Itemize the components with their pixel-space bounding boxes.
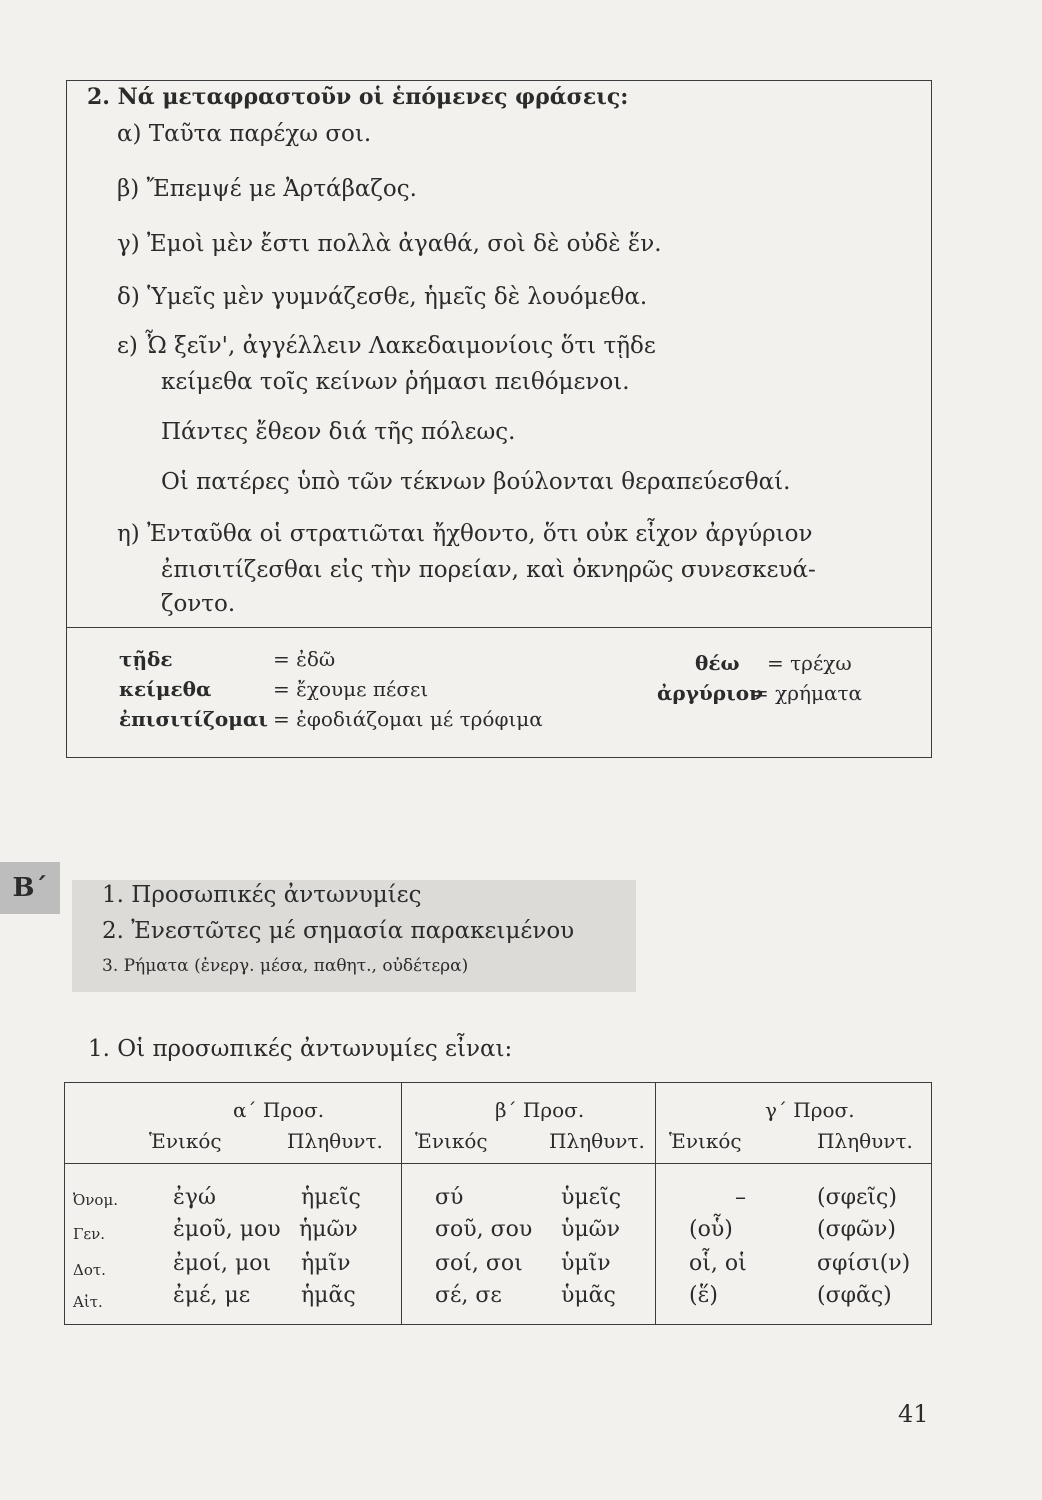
number-header: Πληθυντ.	[287, 1129, 383, 1153]
glossary-divider	[67, 627, 931, 628]
table-cell: σέ, σε	[435, 1283, 502, 1308]
exercise-line: ε) Ὦ ξεῖν', ἀγγέλλειν Λακεδαιμονίοις ὅτι τῇδε	[117, 333, 656, 359]
exercise-line: Πάντες ἔθεον διά τῆς πόλεως.	[161, 419, 516, 445]
table-cell: ἡμῖν	[301, 1251, 351, 1276]
table-cell: (ἕ)	[689, 1283, 718, 1308]
glossary-term: θέω	[695, 651, 740, 675]
case-label: Αἰτ.	[73, 1293, 103, 1311]
glossary-term: τῇδε	[119, 647, 173, 671]
topic-item: 1. Προσωπικές ἀντωνυμίες	[102, 882, 422, 908]
table-cell: ὑμῶν	[561, 1217, 620, 1242]
table-cell: ἐμέ, με	[173, 1283, 251, 1308]
column-divider	[655, 1083, 656, 1324]
table-cell: ἡμῶν	[299, 1217, 358, 1242]
person-header: β΄ Προσ.	[495, 1098, 585, 1122]
topic-item: 2. Ἐνεστῶτες μέ σημασία παρακειμένου	[102, 918, 575, 944]
column-divider	[401, 1083, 402, 1324]
case-label: Ὀνομ.	[73, 1191, 118, 1209]
exercise-line: Οἱ πατέρες ὑπὸ τῶν τέκνων βούλονται θεραπεύεσθαί.	[161, 469, 791, 495]
case-label: Γεν.	[73, 1225, 106, 1243]
section-topics	[72, 880, 636, 992]
glossary-meaning: = τρέχω	[767, 651, 852, 675]
exercise-line: ἐπισιτίζεσθαι εἰς τὴν πορείαν, καὶ ὀκνηρῶς συνεσκευά-	[161, 557, 816, 583]
table-cell: οἷ, οἱ	[689, 1251, 747, 1276]
exercise-line: δ) Ὑμεῖς μὲν γυμνάζεσθε, ἡμεῖς δὲ λουόμεθα.	[117, 284, 648, 310]
number-header: Ἑνικός	[415, 1129, 488, 1153]
glossary-meaning: = χρήματα	[752, 681, 863, 705]
table-cell: ἡμεῖς	[301, 1185, 361, 1210]
exercise-box	[66, 80, 932, 758]
exercise-line: α) Ταῦτα παρέχω σοι.	[117, 121, 372, 147]
table-cell: ὑμεῖς	[561, 1185, 622, 1210]
exercise-line: κείμεθα τοῖς κείνων ῥήμασι πειθόμενοι.	[161, 369, 630, 395]
table-cell: ἐμοῦ, μου	[173, 1217, 281, 1242]
glossary-meaning: = ἐφοδιάζομαι μέ τρόφιμα	[273, 707, 543, 731]
table-cell: (σφῶν)	[817, 1217, 896, 1242]
case-label: Δοτ.	[73, 1261, 106, 1279]
glossary-term: κείμεθα	[119, 677, 212, 701]
page-number: 41	[898, 1400, 929, 1428]
person-header: α΄ Προσ.	[233, 1098, 325, 1122]
exercise-line: γ) Ἐμοὶ μὲν ἔστι πολλὰ ἀγαθά, σοὶ δὲ οὐδὲ ἕν.	[117, 231, 662, 257]
table-cell: ὑμῖν	[561, 1251, 611, 1276]
table-cell: –	[735, 1185, 746, 1210]
table-cell: σύ	[435, 1185, 464, 1210]
table-cell: (σφᾶς)	[817, 1283, 892, 1308]
topic-item: 3. Ρήματα (ἐνεργ. μέσα, παθητ., οὐδέτερα)	[102, 956, 469, 976]
table-cell: ἡμᾶς	[301, 1283, 356, 1308]
table-cell: σοῦ, σου	[435, 1217, 533, 1242]
section-label: Β΄	[0, 862, 60, 914]
glossary-meaning: = ἔχουμε πέσει	[273, 677, 429, 701]
number-header: Ἑνικός	[669, 1129, 742, 1153]
glossary-term: ἐπισιτίζομαι	[119, 707, 268, 731]
table-cell: σοί, σοι	[435, 1251, 523, 1276]
table-header-rule	[65, 1163, 931, 1164]
glossary-meaning: = ἐδῶ	[273, 647, 336, 671]
exercise-line: β) Ἔπεμψέ με Ἀρτάβαζος.	[117, 176, 417, 202]
number-header: Ἑνικός	[149, 1129, 222, 1153]
number-header: Πληθυντ.	[549, 1129, 645, 1153]
table-cell: ἐγώ	[173, 1185, 216, 1210]
exercise-title: 2. Νά μεταφραστοῦν οἱ ἑπόμενες φράσεις:	[87, 84, 629, 110]
exercise-line: ζοντο.	[161, 591, 236, 617]
number-header: Πληθυντ.	[817, 1129, 913, 1153]
glossary-term: ἀργύριον	[657, 681, 763, 705]
pronouns-intro: 1. Οἱ προσωπικές ἀντωνυμίες εἶναι:	[88, 1036, 513, 1062]
table-cell: (οὗ)	[689, 1217, 733, 1242]
table-cell: (σφεῖς)	[817, 1185, 897, 1210]
table-cell: σφίσι(ν)	[817, 1251, 911, 1276]
pronoun-table	[64, 1082, 932, 1325]
person-header: γ΄ Προσ.	[765, 1098, 855, 1122]
table-cell: ὑμᾶς	[561, 1283, 616, 1308]
table-cell: ἐμοί, μοι	[173, 1251, 272, 1276]
exercise-line: η) Ἐνταῦθα οἱ στρατιῶται ἤχθοντο, ὅτι οὐκ εἶχον ἀργύριον	[117, 521, 813, 547]
